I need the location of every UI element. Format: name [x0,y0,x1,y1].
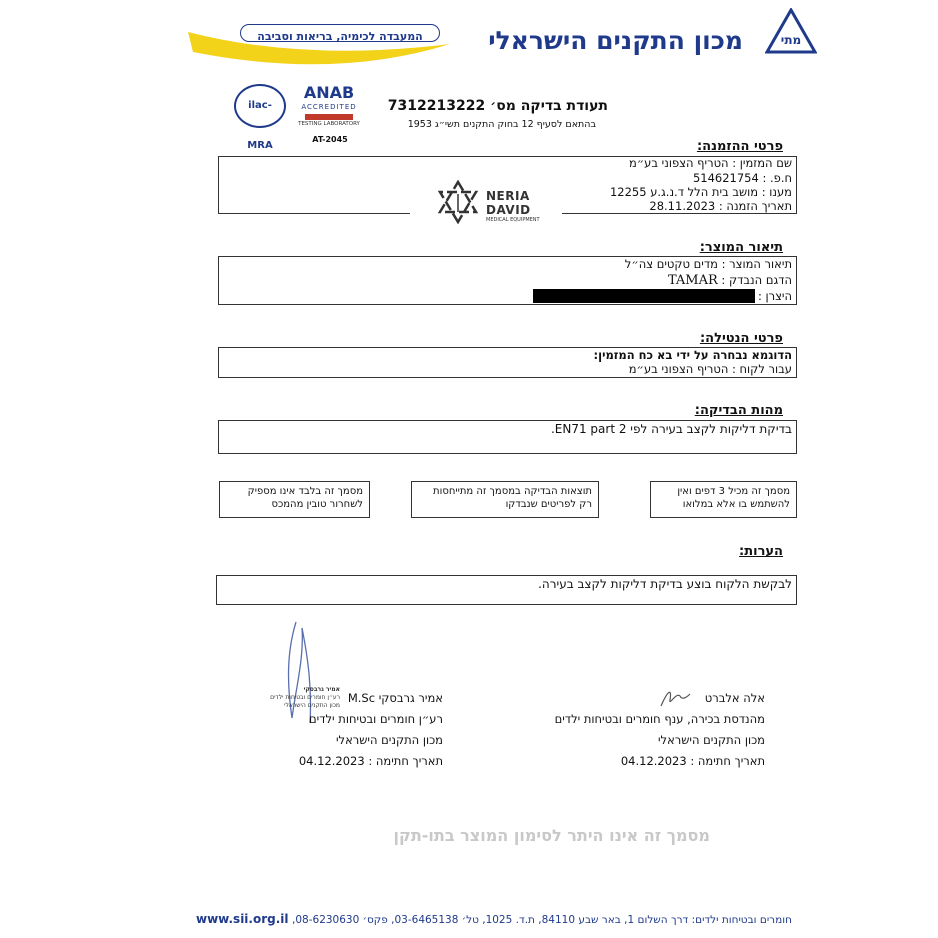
order-customer-name: שם המזמין : הטריף הצפוני בע״מ [628,156,792,170]
lab-name-badge [240,24,440,42]
order-date: תאריך הזמנה : 28.11.2023 [649,199,792,213]
signatory-right-name: אלה אלברט [704,691,765,705]
neria-david-stamp [410,176,562,228]
sii-logo-text: מתי [780,33,802,47]
footer [196,912,792,926]
sampling-line1: הדוגמא נבחרה על ידי בא כח המזמין: [593,348,792,362]
signatory-left-date: תאריך חתימה : 04.12.2023 [298,754,443,768]
note-box-results: תוצאות הבדיקה במסמך זה מתייחסות רק לפריטים שנבדקו [411,481,599,518]
signatory-left-role: רע״ן חומרים ובטיחות ילדים [309,712,443,726]
stamp-left-line3: מכון התקנים הישראלי [284,702,340,709]
product-model-label: הדגם הנבדק : [717,273,792,287]
watermark-text: מסמך זה אינו היתר לסימון המוצר בתו-תקן [393,826,710,845]
sampling-line2: עבור לקוח : הטריף הצפוני בע״מ [628,362,792,376]
note-box-customs: מסמך זה בלבד אינו מספיק לשחרור טובין מהמכס [219,481,370,518]
order-company-id: ח.פ. : 514621754 [692,171,792,185]
ilac-mra-logo [234,84,286,151]
lab-name: המעבדה לכימיה, בריאות וסביבה [257,30,423,43]
anab-testing-lab-text: TESTING LABORATORY [298,121,360,127]
test-description: בדיקת דליקות לקצב בעירה לפי EN71 part 2. [550,422,792,436]
test-heading: מהות הבדיקה: [694,403,783,418]
product-description: תיאור המוצר : מדים טקטים צה״ל [624,257,792,271]
stamp-david: DAVID [486,203,531,217]
signatory-right-org: מכון התקנים הישראלי [657,733,765,747]
stamp-medical-equipment: MEDICAL EQUIPMENT [486,217,540,223]
sampling-heading: פרטי הנטילה: [699,331,783,346]
product-model [668,273,792,288]
institute-name: מכון התקנים הישראלי [488,26,743,55]
product-heading: תיאור המוצר: [699,240,783,255]
footer-address: חומרים ובטיחות ילדים: דרך השלום 1, באר שבע 84110, ת.ד. 1025, טל׳ 03-6465138, פקס׳ 08-6230630, [292,914,792,926]
stamp-left-line2: רע״ן חומרים ובטיחות ילדים [270,694,340,701]
certificate-title: תעודת בדיקה מס׳ 7312213222 [387,98,608,114]
ilac-mra-text: ilac-MRA [247,100,273,151]
signatory-right [555,688,765,772]
stamp-left-line1: אמיר גרבסקי [303,686,340,693]
certificate-subtitle: בהתאם לסעיף 12 בחוק התקנים תשי״ג 1953 [407,119,596,130]
star-of-david-icon [436,180,480,224]
signatory-left-org: מכון התקנים הישראלי [335,733,443,747]
signatory-right-role: מהנדסת בכירה, ענף חומרים ובטיחות ילדים [554,712,765,726]
remarks-text: לבקשת הלקוח בוצע בדיקת דליקות לקצב בעירה. [538,577,792,591]
accreditation-code: AT-2045 [312,135,348,144]
signatory-right-date: תאריך חתימה : 04.12.2023 [620,754,765,768]
anab-logo [294,84,364,129]
stamp-neria: NERIA [486,189,530,203]
order-address: מענו : מושב בית הלל ד.נ.ג.ע 12255 [609,185,792,199]
product-manufacturer-label: היצרן : [757,289,792,303]
signatory-left-name: אמיר גרבסקי M.Sc [347,691,443,705]
anab-accredited-text: ACCREDITED [301,103,357,111]
signatory-left [299,688,443,772]
order-heading: פרטי ההזמנה: [696,139,783,154]
remarks-heading: הערות: [739,544,783,559]
footer-website[interactable]: www.sii.org.il [196,912,289,926]
redacted-manufacturer [533,289,755,303]
product-model-value: TAMAR [667,273,718,288]
note-box-pages: מסמך זה מכיל 3 דפים ואין להשתמש בו אלא במלואו [650,481,797,518]
anab-text: ANAB [303,83,355,102]
